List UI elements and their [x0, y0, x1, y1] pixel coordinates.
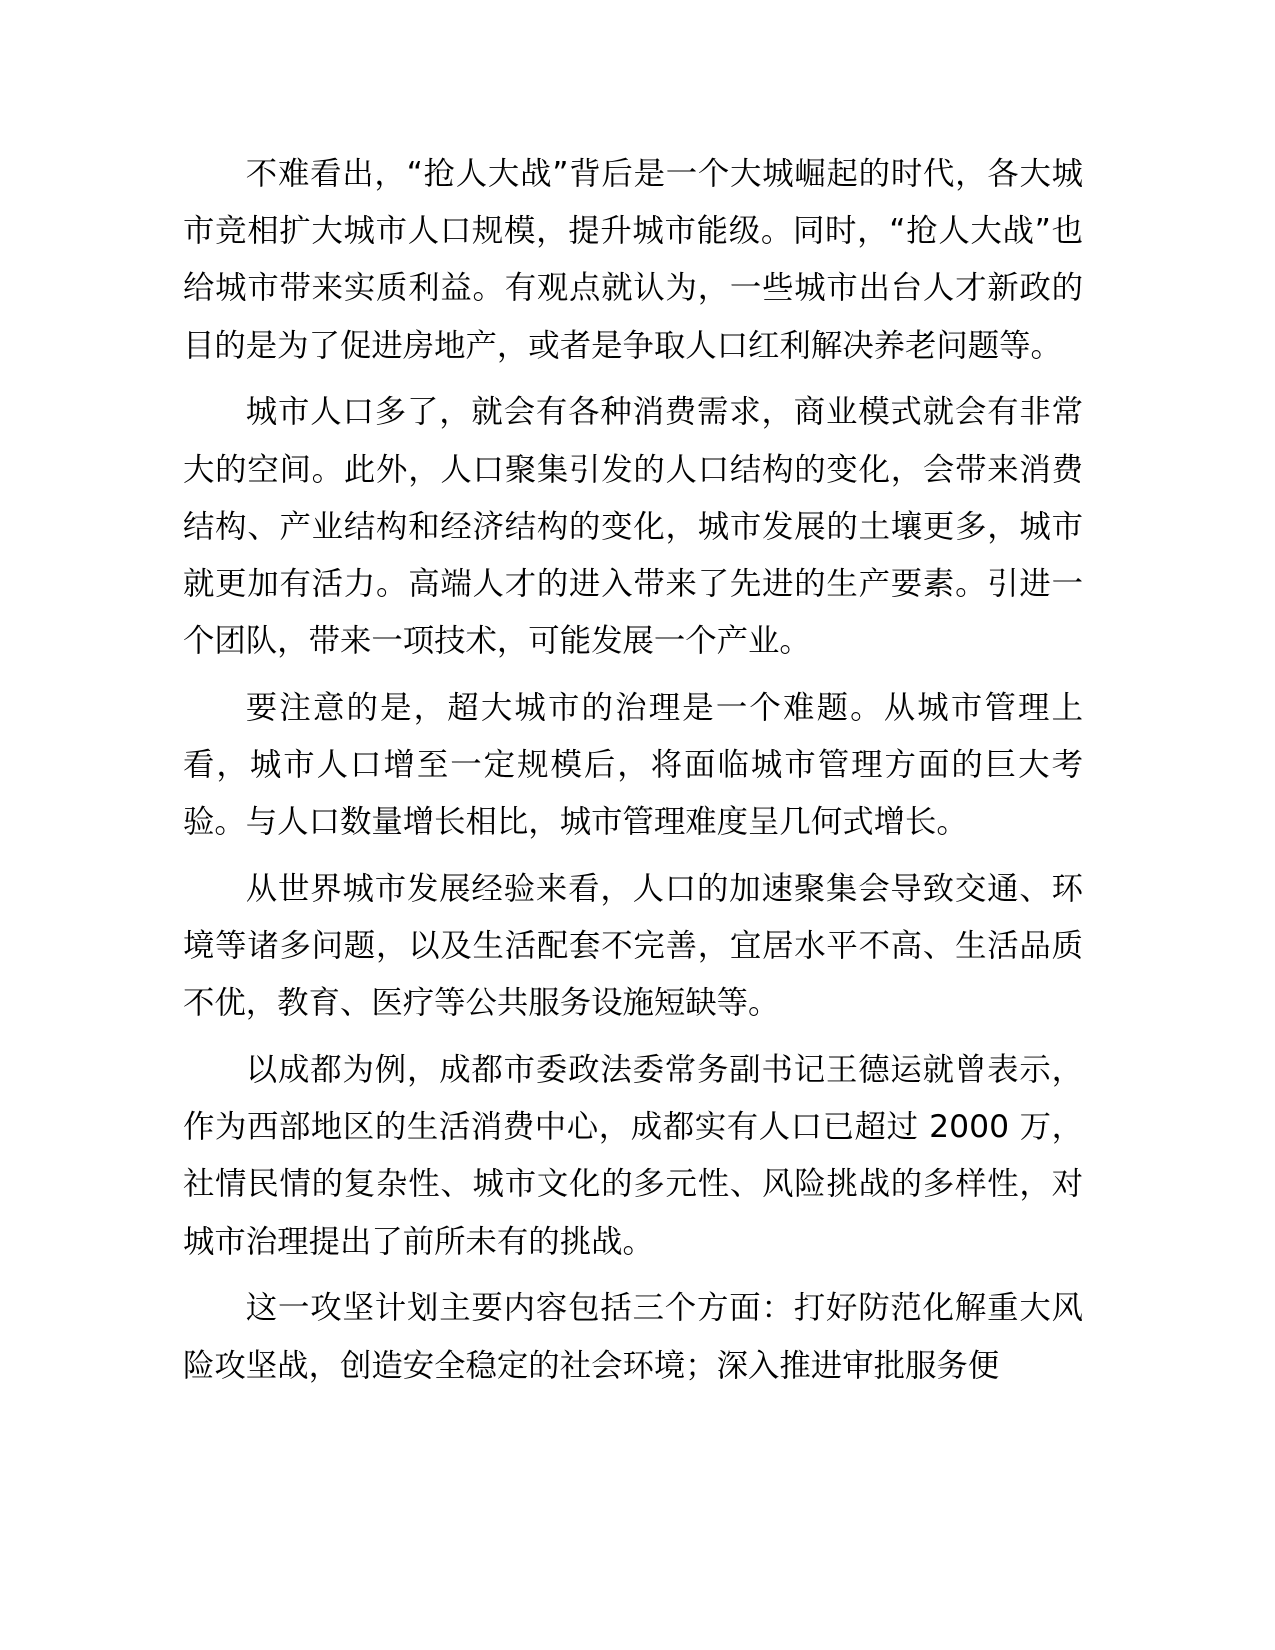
paragraph-6: 这一攻坚计划主要内容包括三个方面：打好防范化解重大风险攻坚战，创造安全稳定的社会环境；深入推进审批服务便	[183, 1290, 1083, 1384]
paragraph-4: 从世界城市发展经验来看，人口的加速聚集会导致交通、环境等诸多问题，以及生活配套不完善，宜居水平不高、生活品质不优，教育、医疗等公共服务设施短缺等。	[183, 870, 1083, 1022]
paragraph-3: 要注意的是，超大城市的治理是一个难题。从城市管理上看，城市人口增至一定规模后，将面临城市管理方面的巨大考验。与人口数量增长相比，城市管理难度呈几何式增长。	[183, 689, 1083, 841]
paragraph-5: 以成都为例，成都市委政法委常务副书记王德运就曾表示，作为西部地区的生活消费中心，成都实有人口已超过 2000 万，社情民情的复杂性、城市文化的多元性、风险挑战的多样性，对城市治理提出了前所未有的挑战。	[183, 1052, 1083, 1260]
body-text	[183, 146, 1083, 1404]
paragraph-2: 城市人口多了，就会有各种消费需求，商业模式就会有非常大的空间。此外，人口聚集引发的人口结构的变化，会带来消费结构、产业结构和经济结构的变化，城市发展的土壤更多，城市就更加有活力。高端人才的进入带来了先进的生产要素。引进一个团队，带来一项技术，可能发展一个产业。	[183, 394, 1083, 660]
paragraph-1: 不难看出，“抢人大战”背后是一个大城崛起的时代，各大城市竞相扩大城市人口规模，提升城市能级。同时，“抢人大战”也给城市带来实质利益。有观点就认为，一些城市出台人才新政的目的是为了促进房地产，或者是争取人口红利解决养老问题等。	[183, 156, 1083, 364]
